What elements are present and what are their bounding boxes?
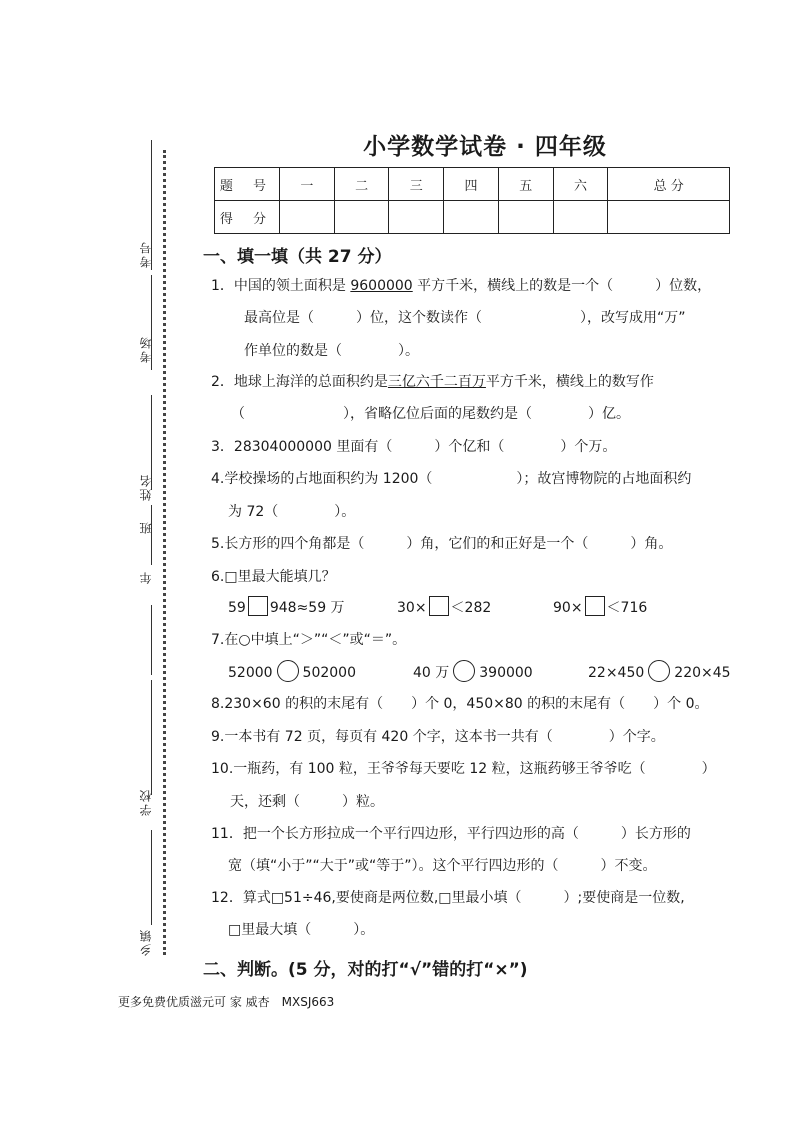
- section1-heading: 一、填一填（共 27 分）: [203, 247, 392, 267]
- column-2: 二: [334, 168, 389, 201]
- q9-line1: 9.一本书有 72 页，每页有 420 个字，这本书一共有（ ）个字。: [211, 729, 665, 745]
- xiangzhen-line: [151, 830, 152, 925]
- q6-expr3: [553, 596, 647, 617]
- q7-expr1-right: 502000: [302, 665, 356, 681]
- xuexiao-line: [151, 680, 152, 795]
- q11-line1: 11．把一个长方形拉成一个平行四边形，平行四边形的高（ ）长方形的: [211, 826, 691, 842]
- column-6: 六: [553, 168, 608, 201]
- q1-underlined-number: 9600000: [350, 278, 413, 294]
- q7-line1: 7.在○中填上“＞”“＜”或“＝”。: [211, 632, 407, 648]
- score-table: [214, 167, 730, 234]
- score-label: 得 分: [215, 201, 280, 234]
- q2-line1: [211, 371, 654, 391]
- q10-line2: 天，还剩（ ）粒。: [230, 794, 384, 810]
- column-4: 四: [444, 168, 499, 201]
- section2-heading: 二、判断。(5 分，对的打“√”错的打“×”): [203, 960, 528, 980]
- q7-answer-circle-1[interactable]: [277, 660, 299, 682]
- column-5: 五: [498, 168, 553, 201]
- q2-underlined-number: 三亿六千二百万: [387, 374, 486, 390]
- xingming-label: 姓名: [139, 473, 153, 501]
- q8-line1: 8.230×60 的积的末尾有（ ）个 0，450×80 的积的末尾有（ ）个 0。: [211, 696, 709, 712]
- q11-line2: 宽（填“小于”“大于”或“等于”）。这个平行四边形的（ ）不变。: [228, 858, 657, 874]
- footer-text: 更多免费优质滋元可 家 威杏 MXSJ663: [118, 995, 335, 1009]
- q6-expr2-right: ＜282: [450, 600, 492, 616]
- score-cell-2[interactable]: [334, 201, 389, 234]
- score-cell-6[interactable]: [553, 201, 608, 234]
- q12-line2: □里最大填（ ）。: [228, 922, 375, 938]
- q2-line2: （ ），省略亿位后面的尾数约是（ ）亿。: [231, 406, 630, 422]
- q7-expr2-right: 390000: [479, 665, 533, 681]
- q6-answer-box-1[interactable]: [248, 596, 268, 616]
- q7-expr3-right: 220×45: [674, 665, 731, 681]
- q1-line1: [211, 275, 711, 295]
- xiangzhen-label: 乡镇: [139, 928, 153, 956]
- score-cell-1[interactable]: [280, 201, 335, 234]
- column-1: 一: [280, 168, 335, 201]
- q1-text-a: 1．中国的领土面积是: [211, 278, 351, 294]
- xuexiao-label: 学校: [139, 788, 153, 816]
- q7-expr1: [228, 660, 356, 682]
- kaohao-label: 考号: [139, 240, 153, 268]
- q7-expr1-left: 52000: [228, 665, 273, 681]
- q3-line1: 3．28304000000 里面有（ ）个亿和（ ）个万。: [211, 439, 617, 455]
- q6-expr1-right: 948≈59 万: [269, 600, 345, 616]
- q6-expr1-left: 59: [228, 600, 246, 616]
- q10-line1: 10.一瓶药，有 100 粒，王爷爷每天要吃 12 粒，这瓶药够王爷爷吃（ ）: [211, 761, 716, 777]
- q6-expr3-left: 90×: [553, 600, 583, 616]
- nian-label: 年: [139, 570, 153, 584]
- q6-line1: 6.□里最大能填几？: [211, 569, 336, 585]
- q6-answer-box-3[interactable]: [585, 596, 605, 616]
- header-label: 题 号: [215, 168, 280, 201]
- q2-text-a: 2．地球上海洋的总面积约是: [211, 374, 388, 390]
- score-table-score-row: [215, 201, 730, 234]
- q1-line3: 作单位的数是（ ）。: [244, 343, 419, 359]
- q12-line1: 12．算式□51÷46,要使商是两位数,□里最小填（ ）;要使商是一位数,: [211, 890, 685, 906]
- score-table-header-row: [215, 168, 730, 201]
- q4-line2: 为 72（ ）。: [228, 504, 356, 520]
- q7-answer-circle-3[interactable]: [648, 660, 670, 682]
- nian-line: [151, 605, 152, 675]
- q6-expr2-left: 30×: [397, 600, 427, 616]
- q1-text-b: 平方千米，横线上的数是一个（ ）位数，: [412, 278, 712, 294]
- q1-line2: 最高位是（ ）位，这个数读作（ ），改写成用“万”: [244, 310, 686, 326]
- ban-label: 班: [139, 520, 153, 534]
- binding-dotted-line: [163, 150, 166, 955]
- score-cell-total[interactable]: [608, 201, 730, 234]
- q7-expr3-left: 22×450: [588, 665, 645, 681]
- score-cell-3[interactable]: [389, 201, 444, 234]
- kaochang-label: 考场: [139, 335, 153, 363]
- q6-expr3-right: ＜716: [606, 600, 648, 616]
- column-total: 总 分: [608, 168, 730, 201]
- q6-answer-box-2[interactable]: [429, 596, 449, 616]
- q7-expr2-left: 40 万: [413, 665, 450, 681]
- column-3: 三: [389, 168, 444, 201]
- q5-line1: 5.长方形的四个角都是（ ）角，它们的和正好是一个（ ）角。: [211, 536, 673, 552]
- ban-line: [151, 505, 152, 565]
- q7-expr2: [413, 660, 533, 682]
- score-cell-5[interactable]: [498, 201, 553, 234]
- q2-text-b: 平方千米，横线上的数写作: [485, 374, 654, 390]
- q7-expr3: [588, 660, 731, 682]
- score-cell-4[interactable]: [444, 201, 499, 234]
- q7-answer-circle-2[interactable]: [453, 660, 475, 682]
- q6-expr1: [228, 596, 345, 617]
- q4-line1: 4.学校操场的占地面积约为 1200（ ）；故宫博物院的占地面积约: [211, 471, 692, 487]
- q6-expr2: [397, 596, 491, 617]
- page-title: 小学数学试卷 · 四年级: [363, 134, 607, 160]
